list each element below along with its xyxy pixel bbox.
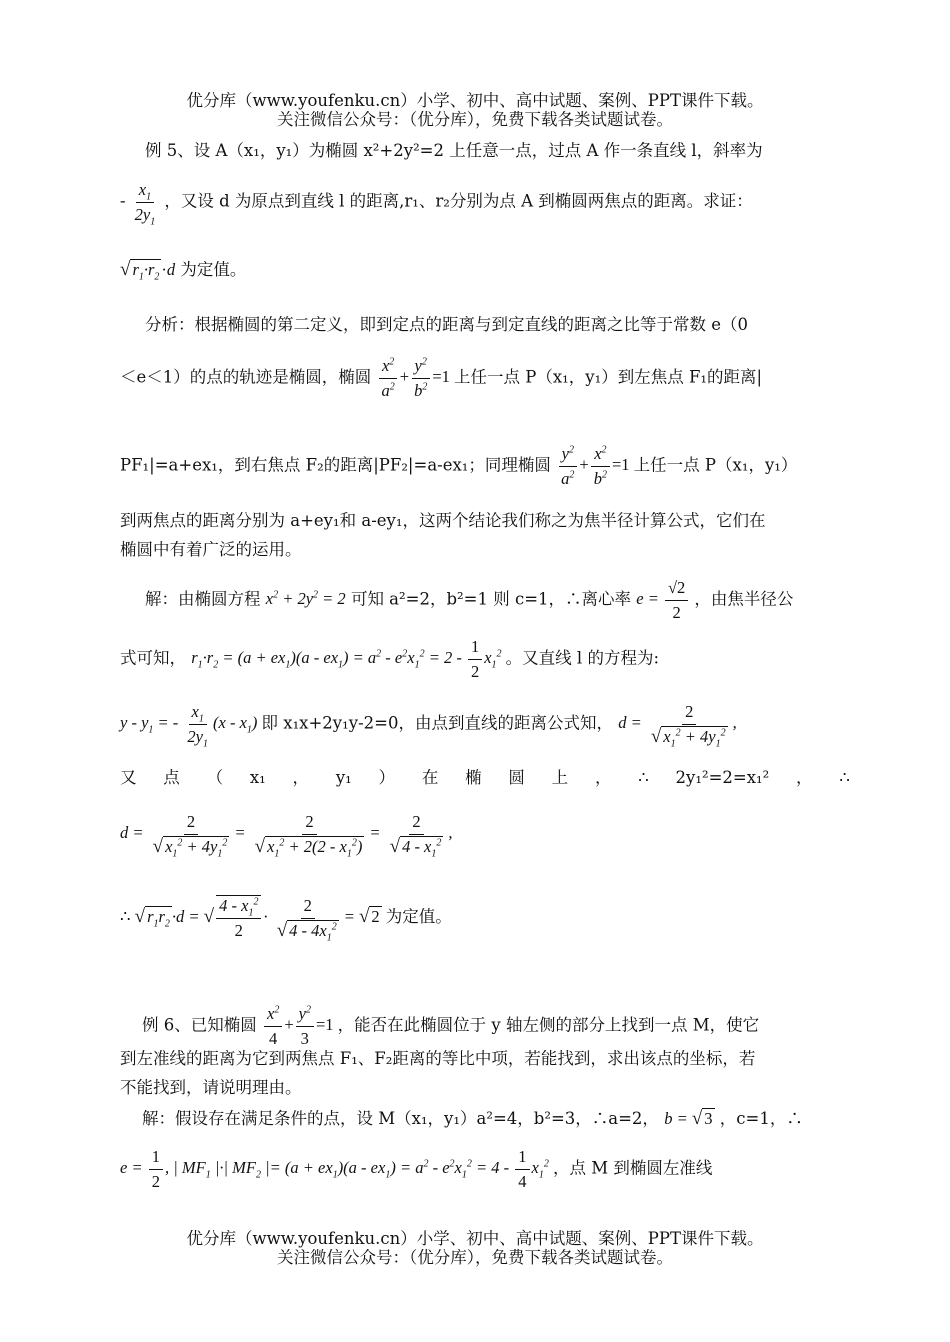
solution-text-2b: 。又直线 l 的方程为: [505, 648, 659, 668]
ex6-statement-line1 [142, 1004, 850, 1049]
s4-token: 又 [120, 768, 137, 787]
s4-token: y₁ [335, 768, 352, 787]
analysis-text-2a: ＜e＜1）的点的轨迹是椭圆，椭圆 [120, 367, 372, 387]
s4-token: ∴ [839, 768, 850, 787]
slope-formula: - $\frac{x_1}{2y_1}$ [120, 180, 156, 228]
eccentricity-formula: e = $\frac{√2}{2}$ [636, 589, 694, 608]
ex6-text-1a: 例 6、已知椭圆 [142, 1015, 257, 1035]
s4-token: ∴ [638, 768, 649, 787]
page-header-line2: 关注微信公众号：（优分库），免费下载各类试题试卷。 [277, 110, 673, 129]
solution-text-6: 为定值。 [385, 906, 452, 926]
ex5-statement-line1: 例 5、设 A（x₁，y₁）为椭圆 x²+2y²=2 上任意一点，过点 A 作一条直线 l，斜率为 [145, 141, 763, 160]
s4-token: ， [796, 768, 813, 787]
ex6-statement-line2: 到左准线的距离为它到两焦点 F₁、F₂距离的等比中项，若能找到，求出该点的坐标，若 [120, 1049, 756, 1068]
ellipse-equation-2: $\frac{y^2}{a^2}$ + $\frac{x^2}{b^2}$ =1 [556, 455, 634, 474]
analysis-line5: 椭圆中有着广泛的运用。 [120, 540, 302, 559]
ex5-text-3: 为定值。 [180, 260, 247, 279]
page-footer-line1: 优分库（www.youfenku.cn）小学、初中、高中试题、案例、PPT课件下载。 [186, 1229, 764, 1248]
distance-formula: d = $\frac{2}{√ x_1^2 + 4y_1^2}$ , [618, 702, 737, 750]
solution-text-1a: 解：由椭圆方程 [145, 589, 261, 609]
solution-text-2a: 式可知， [120, 648, 186, 668]
analysis-line4: 到两焦点的距离分别为 a+ey₁和 a-ey₁，这两个结论我们称之为焦半径计算公式，它们在 [120, 511, 766, 530]
ex6-focal-product-formula: e = $\frac{1}{2}$ , | $MF_1$ |·| $MF_2$ |= $(a + ex_1)(a - ex_1) = a^2 - e^2x_1^2 = 4$ - $\frac{1}{4}$ $x_1^2$ [120, 1147, 549, 1191]
s4-token: 在 [421, 768, 439, 787]
ex5-text-2: ，又设 d 为原点到直线 l 的距离,r₁、r₂分别为点 A 到椭圆两焦点的距离。求证： [164, 191, 753, 211]
final-result-formula: ∴ √ $r_1r_2 \cdot d$ = √ $\frac{4 - x_1^2}{2}$ · $\frac{2}{√ 4 - 4x_1^2}$ = √ 2 [120, 895, 380, 943]
ellipse-equation-1: $\frac{x^2}{a^2}$ + $\frac{y^2}{b^2}$ =1 [377, 367, 455, 386]
s4-token: 椭 [465, 768, 482, 787]
ex6-text-a2: ，点 M 到椭圆左准线 [552, 1158, 713, 1178]
ex6-statement-line3: 不能找到，请说明理由。 [120, 1078, 302, 1097]
solution-text-1c: ，由焦半径公 [694, 589, 794, 609]
s4-token: 点 [163, 768, 180, 787]
s4-token: 圆 [508, 768, 525, 787]
ellipse-equation-given: $x^2 + 2y^2 = 2$ [265, 589, 346, 609]
ex6-ellipse-equation: $\frac{x^2}{4}$ + $\frac{y^2}{3}$ =1 [262, 1015, 338, 1034]
s4-token: ） [378, 768, 396, 787]
s4-token: ， [594, 768, 612, 787]
ex6-solution-line1 [142, 1107, 850, 1131]
solution-text-1b: 可知 a²=2，b²=1 则 c=1，∴离心率 [350, 589, 632, 609]
solution-line6 [120, 895, 850, 941]
formula-sqrt-r1r2-d: √ $r_1\cdot r_2 \cdot d$ [120, 259, 176, 283]
distance-chain-formula: d = $\frac{2}{√ x_1^2 + 4y_1^2}$ = $\frac{2}{√ x_1^2 + 2(2 - x_1^2)}$ = $\frac{2}{√ 4 - x_1^2}$ , [120, 812, 453, 860]
s4-token: x₁ [249, 768, 266, 787]
ex6-text-1b: ，能否在此椭圆位于 y 轴左侧的部分上找到一点 M，使它 [337, 1015, 760, 1035]
s4-token: （ [206, 768, 224, 787]
ex5-statement-line3 [120, 258, 850, 282]
solution-line3 [120, 702, 850, 750]
analysis-line3 [120, 444, 850, 489]
s4-token: ， [292, 768, 310, 787]
ex6-solution-line2 [120, 1147, 850, 1192]
line-equation-formula: y - $y_1$ = - $\frac{x_1}{2y_1}$ $(x - x_1)$ [120, 702, 262, 750]
solution-text-3a: 即 x₁x+2y₁y-2=0，由点到直线的距离公式知， [261, 713, 613, 733]
analysis-line2 [120, 356, 850, 401]
page-footer-line2: 关注微信公众号：（优分库），免费下载各类试题试卷。 [277, 1248, 673, 1267]
s4-token: 上 [551, 768, 569, 787]
s4-token: 2y₁²=2=x₁² [675, 768, 770, 787]
focal-radius-product-formula: $r_1\cdot r_2 = (a + ex_1)(a - ex_1) = a^2 - e^2x_1^2 = 2$ - $\frac{1}{2}$ $x_1^2$ [191, 637, 502, 681]
ex6-text-a1b: ，c=1，∴ [719, 1109, 803, 1128]
solution-line1 [145, 578, 850, 623]
b-value-formula: b = √ 3 [664, 1108, 713, 1129]
page-header-line1: 优分库（www.youfenku.cn）小学、初中、高中试题、案例、PPT课件下载。 [186, 91, 764, 110]
ex5-statement-line2 [120, 180, 850, 228]
analysis-text-3b: 上任一点 P（x₁，y₁） [633, 455, 798, 475]
solution-line2 [120, 637, 850, 682]
analysis-line1: 分析：根据椭圆的第二定义，即到定点的距离与到定直线的距离之比等于常数 e（0 [145, 315, 749, 334]
ex6-text-a1a: 解：假设存在满足条件的点，设 M（x₁，y₁）a²=4，b²=3，∴a=2， [142, 1109, 659, 1128]
analysis-text-2b: 上任一点 P（x₁，y₁）到左焦点 F₁的距离| [454, 367, 763, 387]
analysis-text-3a: PF₁|=a+ex₁，到右焦点 F₂的距离|PF₂|=a-ex₁；同理椭圆 [120, 455, 551, 475]
solution-line4 [120, 766, 850, 790]
solution-line5 [120, 812, 850, 860]
